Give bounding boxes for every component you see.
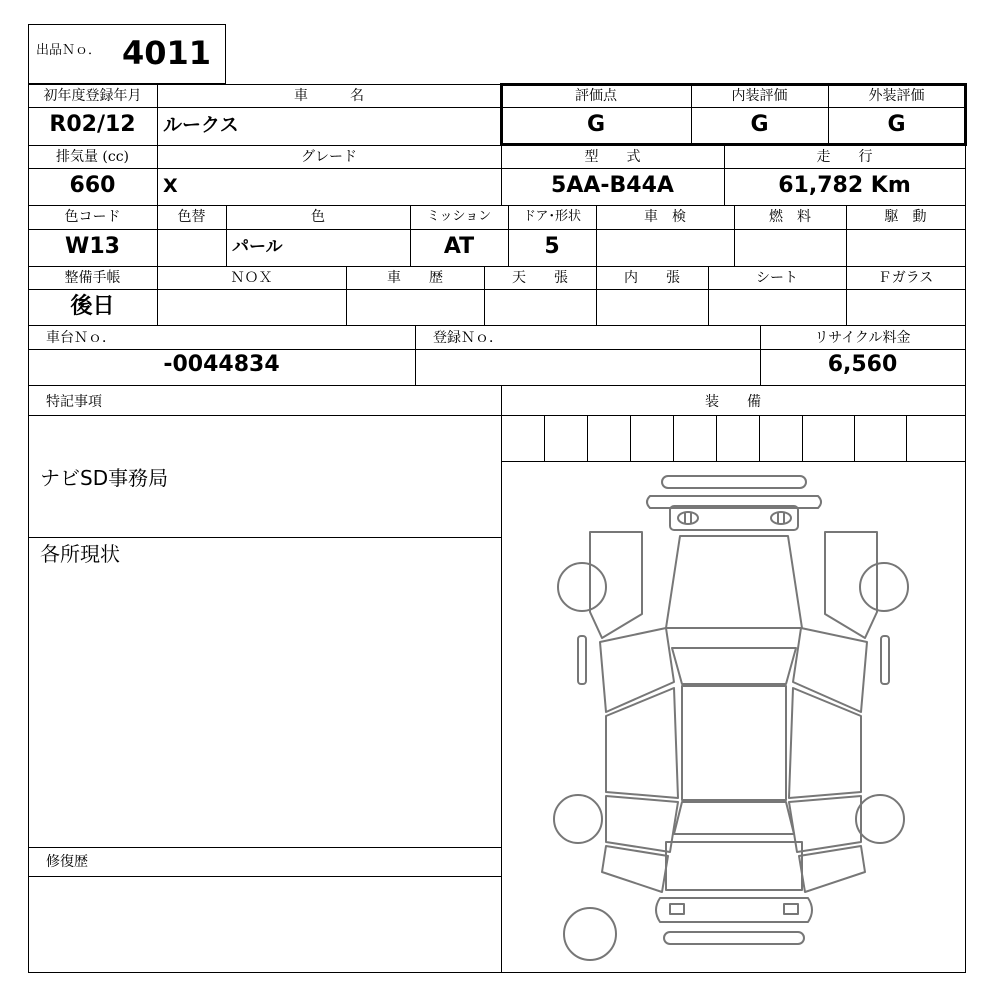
- vehicle-history-label: 車 歴: [387, 270, 443, 286]
- score-value: G: [586, 112, 606, 137]
- color-change-value: [157, 230, 226, 264]
- displacement-label: 排気量 (cc): [55, 149, 130, 165]
- first-registration-label: 初年度登録年月: [43, 88, 142, 104]
- displacement-value: 660: [69, 173, 116, 198]
- equipment-label: 装 備: [705, 394, 761, 410]
- interior-trim-label: 内 張: [624, 270, 680, 286]
- service-book-label: 整備手帳: [64, 270, 121, 286]
- mission-value: AT: [443, 234, 475, 259]
- color-code-value: W13: [65, 234, 120, 259]
- car-damage-diagram: [502, 462, 965, 972]
- score-label: 評価点: [575, 88, 617, 104]
- car-name-value: ルークス: [163, 114, 239, 136]
- headliner-value: [484, 290, 596, 324]
- chassis-number-label: 車台Ｎｏ．: [46, 330, 116, 346]
- color-label: 色: [311, 209, 325, 225]
- registration-number-label: 登録Ｎｏ．: [433, 330, 503, 346]
- nox-value: [157, 290, 346, 324]
- interior-trim-value: [596, 290, 708, 324]
- exterior-score-value: G: [887, 112, 906, 137]
- spare-wheel-icon: [564, 908, 616, 960]
- wheel-rear-right-icon: [856, 795, 904, 843]
- wheel-front-left-icon: [558, 563, 606, 611]
- front-glass-label: Ｆガラス: [877, 270, 934, 286]
- exterior-score-label: 外装評価: [868, 88, 925, 104]
- mileage-label: 走 行: [816, 149, 873, 165]
- color-change-label: 色替: [177, 209, 206, 225]
- wheel-front-right-icon: [860, 563, 908, 611]
- chassis-number-value: -0044834: [163, 352, 280, 377]
- lot-number-label: 出品Ｎｏ．: [36, 43, 102, 58]
- headlight-right-icon: [771, 512, 791, 524]
- nox-label: ＮＯＸ: [230, 270, 273, 286]
- model-code-label: 型 式: [584, 149, 641, 165]
- vehicle-history-value: [346, 290, 484, 324]
- door-shape-label: ドア･形状: [522, 209, 582, 224]
- drive-label: 駆 動: [884, 209, 927, 225]
- grade-value: X: [163, 175, 178, 197]
- car-name-label: 車 名: [294, 88, 364, 104]
- mission-label: ミッション: [426, 209, 492, 224]
- repair-history-label: 修復歴: [46, 854, 88, 870]
- fuel-label: 燃 料: [769, 209, 811, 225]
- headliner-label: 天 張: [512, 270, 568, 286]
- fuel-value: [734, 230, 846, 264]
- front-glass-value: [846, 290, 965, 324]
- grade-label: グレード: [301, 149, 357, 165]
- interior-score-label: 内装評価: [731, 88, 788, 104]
- recycle-fee-label: リサイクル料金: [814, 330, 911, 346]
- special-notes-text: ナビSD事務局: [40, 466, 169, 490]
- service-book-value: 後日: [70, 294, 115, 319]
- door-shape-value: 5: [544, 234, 560, 259]
- first-registration-value: R02/12: [49, 112, 136, 137]
- registration-number-value: [415, 348, 760, 382]
- wheel-rear-left-icon: [554, 795, 602, 843]
- inspection-value: [596, 230, 734, 264]
- seat-value: [708, 290, 846, 324]
- headlight-left-icon: [678, 512, 698, 524]
- model-code-value: 5AA-B44A: [551, 173, 674, 198]
- seat-label: シート: [756, 270, 798, 286]
- inspection-label: 車 検: [644, 209, 686, 225]
- color-value: パール: [232, 237, 283, 257]
- color-code-label: 色コード: [64, 209, 121, 225]
- mileage-value: 61,782 Km: [778, 173, 911, 198]
- drive-value: [846, 230, 965, 264]
- interior-score-value: G: [750, 112, 769, 137]
- condition-notes-text: 各所現状: [40, 542, 120, 566]
- special-notes-label: 特記事項: [46, 394, 102, 410]
- recycle-fee-value: 6,560: [827, 352, 898, 377]
- lot-number: 4011: [122, 34, 212, 72]
